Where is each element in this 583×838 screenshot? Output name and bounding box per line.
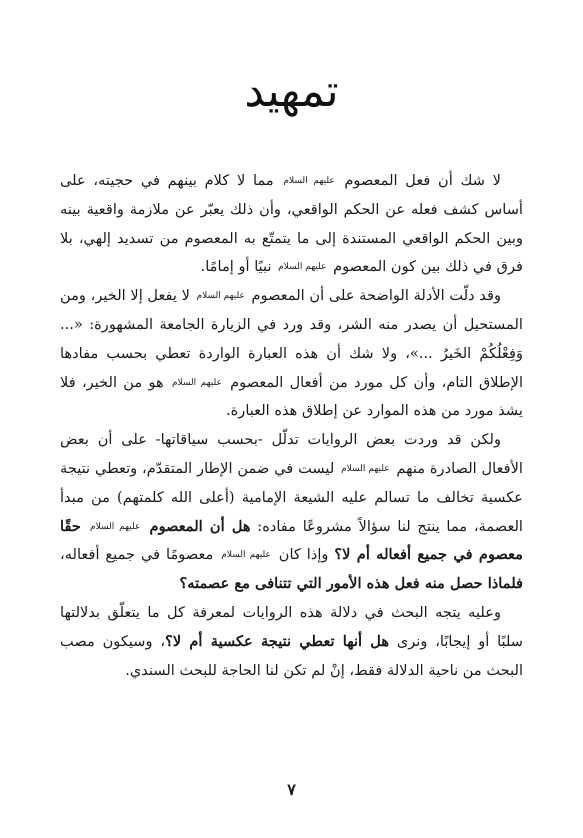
honorific-symbol: عليهم السلام [278, 262, 327, 273]
text-run: مما لا كلام بينهم في حجيته، على أساس كشف فعله عن الحكم الواقعي، وأن ذلك يعبّر عن ملازمة واقعية بينه وبين الحكم الواقعي المستندة إلى ما يتمتّع به المعصوم من تسديد إلهي، بلا فرق في ذلك بين كون المعصوم [60, 172, 523, 276]
paragraph-2 [60, 282, 523, 426]
text-run: ليست في ضمن الإطار المتقدّم، وتعطي نتيجة عكسية تخالف ما تسالم عليه الشيعة الإمامية (أعلى الله كلمتهم) من مبدأ العصمة، مما ينتج لنا سؤالاً مشروعًا مفاده: [60, 459, 523, 535]
paragraph-3 [60, 426, 523, 599]
chapter-title: تمهيد [244, 66, 339, 117]
text-run: معصومًا في جميع أفعاله، [60, 546, 220, 564]
paragraph-1 [60, 167, 523, 282]
honorific-symbol: عليهم السلام [196, 291, 245, 302]
text-run: لا يفعل إلا الخير، ومن المستحيل أن يصدر منه الشر، وقد ورد في الزيارة الجامعة المشهورة: «... وَفِعْلُكُمْ الخَيرُ ...»، ولا شك أن هذه العبارة الواردة تعطي بحسب مفادها الإطلاق التام، وأن كل مورد من أفعال المعصوم [60, 287, 523, 391]
text-run: هو من الخير، فلا يشذ مورد من هذه الموارد عن إطلاق هذه العبارة. [60, 373, 523, 420]
text-run: وعليه يتجه البحث في دلالة هذه الروايات لمعرفة كل ما يتعلّق بدلالتها سلبًا أو إيجابًا، ونرى [60, 603, 523, 650]
page-number: ٧ [287, 780, 296, 799]
honorific-symbol: عليهم السلام [221, 550, 271, 561]
honorific-symbol: عليهم السلام [341, 463, 390, 474]
text-run: لا شك أن فعل المعصوم [336, 172, 501, 189]
paragraph-4 [60, 599, 523, 685]
honorific-symbol: عليهم السلام [283, 176, 335, 186]
bold-text: فلماذا حصل منه فعل هذه الأمور التي تتنافى مع عصمته؟ [179, 575, 523, 593]
bold-text: هل أنها تعطي نتيجة عكسية أم لا؟ [165, 632, 390, 650]
honorific-symbol: عليهم السلام [171, 377, 222, 388]
text-run: نبيًا أو إمامًا. [200, 258, 277, 276]
text-run: وقد دلّت الأدلة الواضحة على أن المعصوم [246, 287, 501, 305]
text-run: ولكن قد وردت بعض الروايات تدلّل -بحسب سياقاتها- على أن بعض الأفعال الصادرة منهم [60, 431, 523, 477]
text-run: وإذا كان [272, 546, 335, 564]
text-run: ، وسيكون مصب البحث من ناحية الدلالة فقط، إنْ لم تكن لنا الحاجة للبحث السندي. [60, 632, 523, 679]
body-text [60, 167, 523, 685]
bold-text: حقًا معصوم في جميع أفعاله أم لا؟ [60, 517, 523, 564]
bold-text: هل أن المعصوم [142, 517, 251, 535]
honorific-symbol: عليهم السلام [90, 521, 141, 532]
